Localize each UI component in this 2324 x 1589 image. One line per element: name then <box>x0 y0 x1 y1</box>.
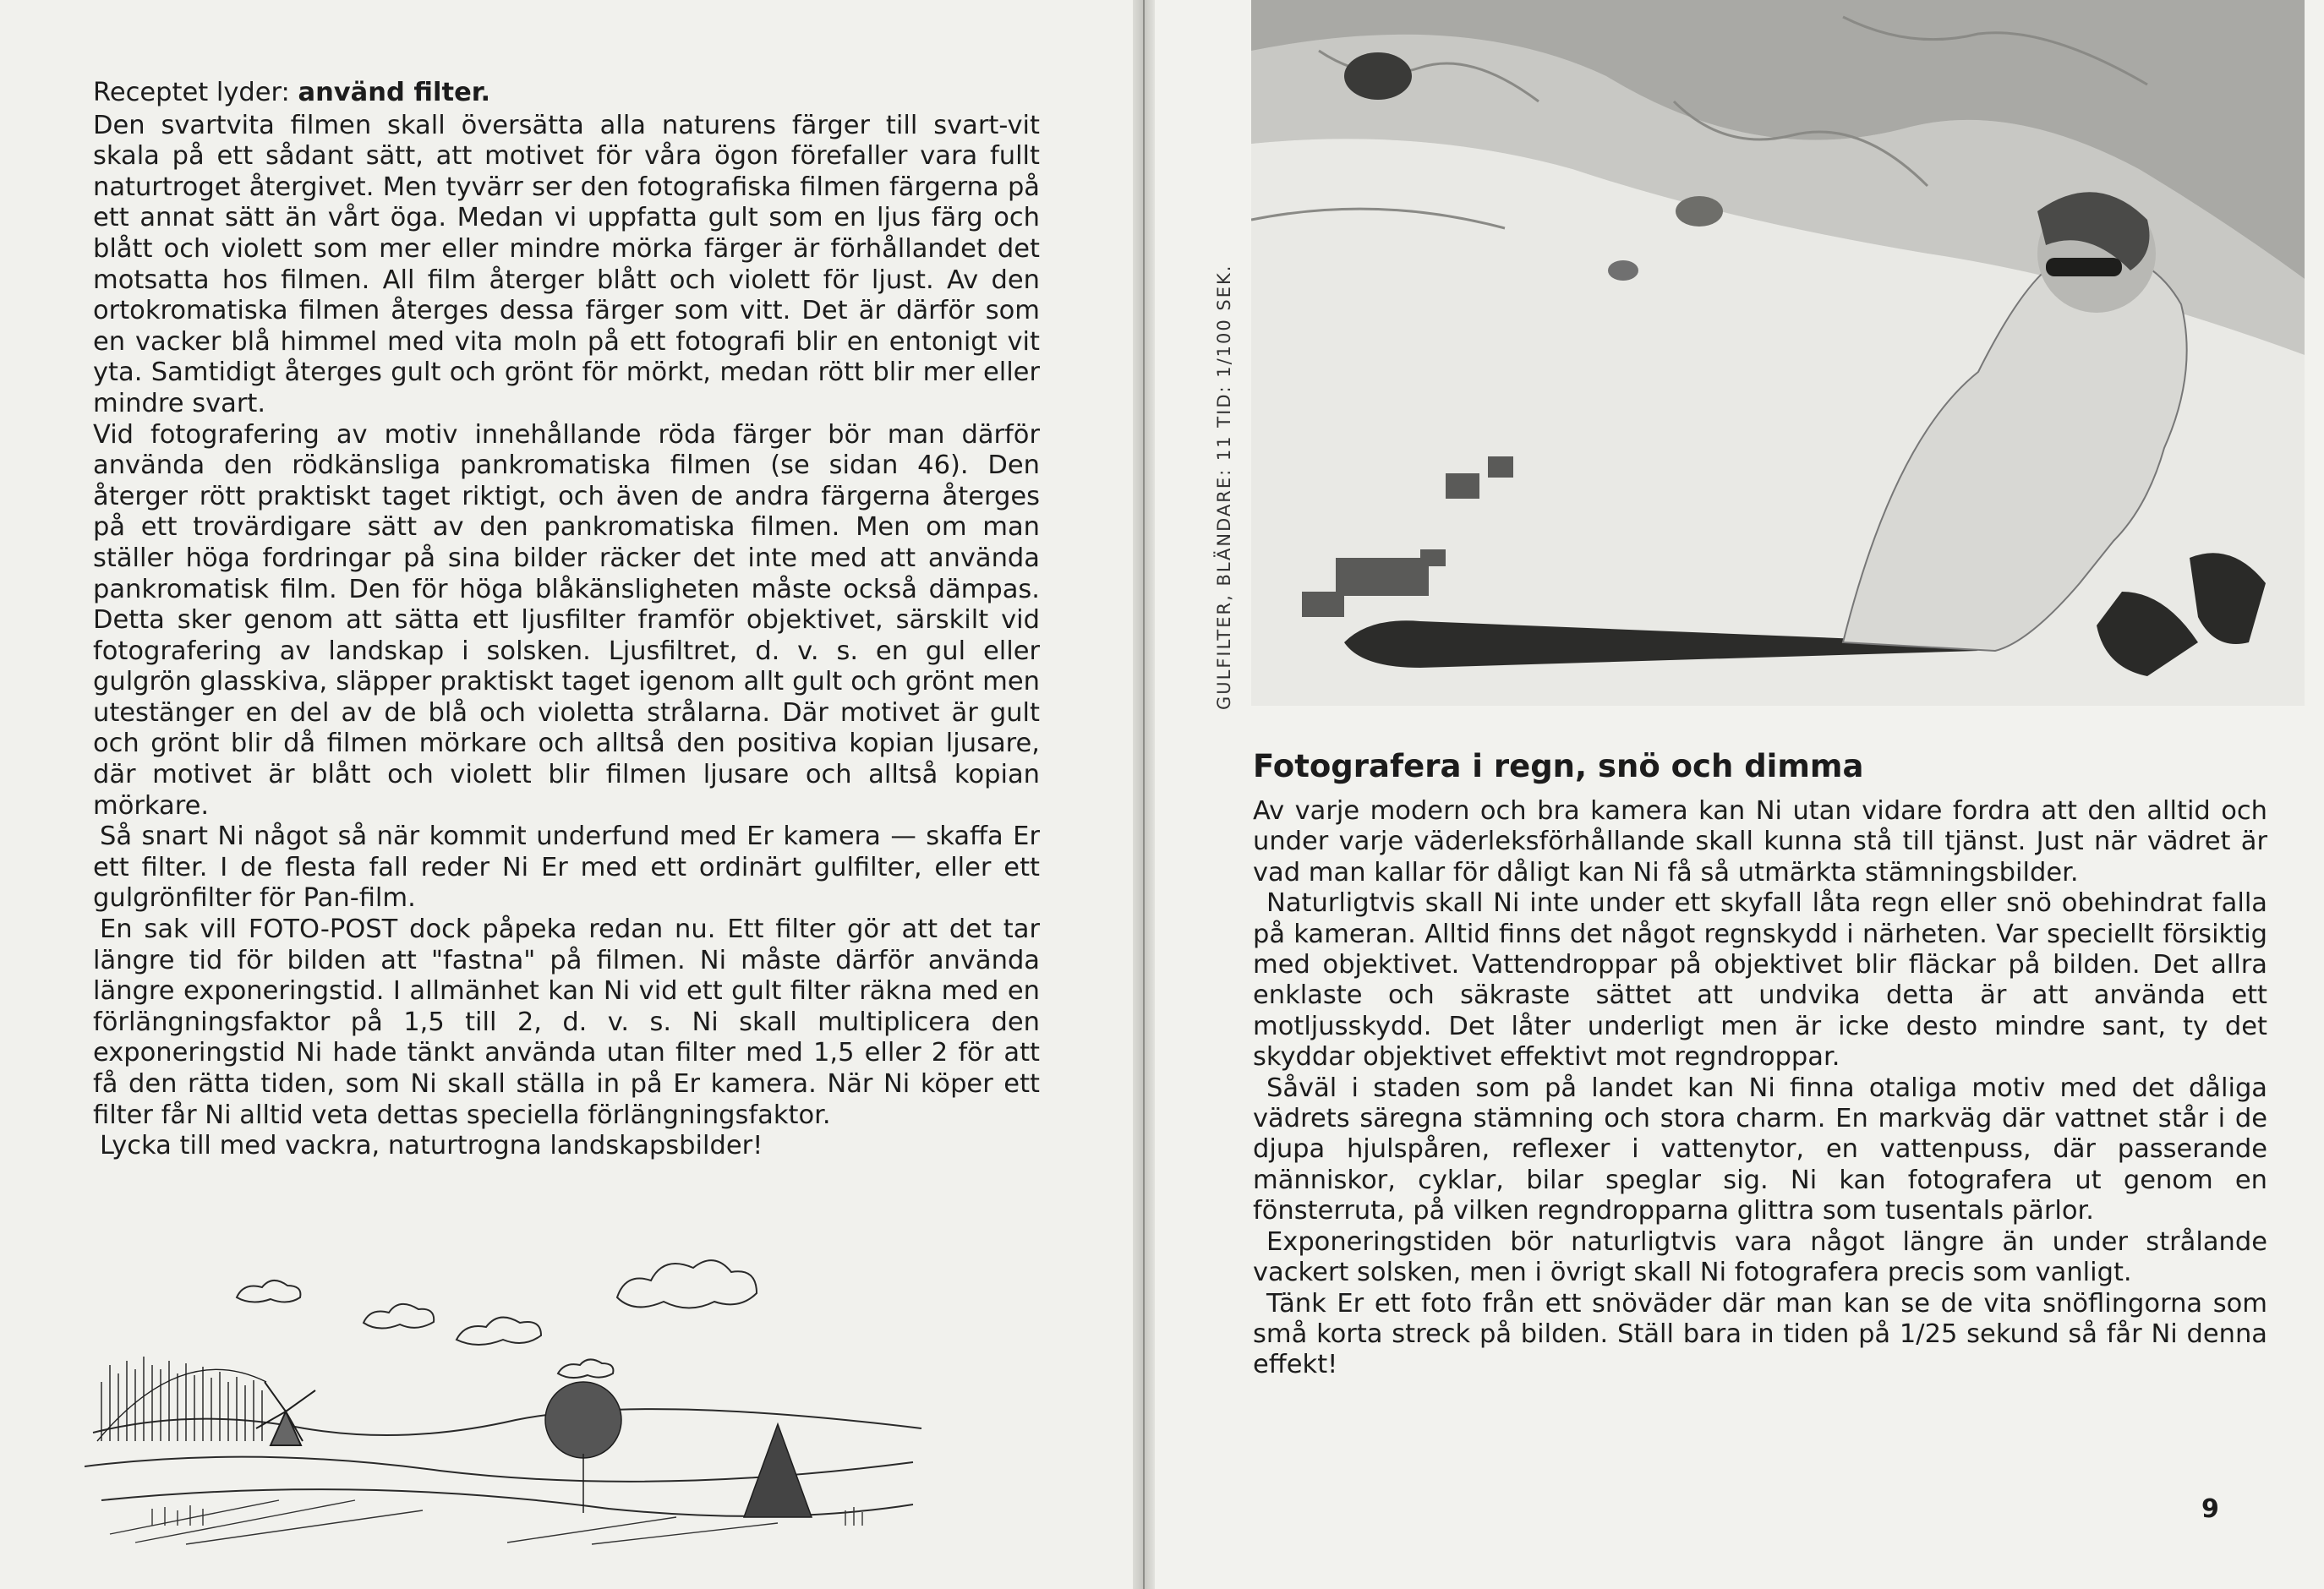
photo-caption: GULFILTER, BLÄNDARE: 11 TID: 1/100 SEK. <box>1214 264 1234 710</box>
paragraph: Så snart Ni något så när kommit underfund med Er kamera — skaffa Er ett filter. I de flesta fall reder Ni Er med ett ordinärt gulfilter, eller ett gulgrönfilter för Pan-film. <box>93 822 1040 914</box>
paragraph: Vid fotografering av motiv innehållande röda färger bör man därför använda den rödkänsliga pankromatiska filmen (se sidan 46). Den återger rött praktiskt taget riktigt, och även de andra färgerna återges på ett trovärdigare sätt av den pankromatiska filmen. Men om man ställer höga fordringar på sina bilder räcker det inte med att använda pankromatisk film. Den för höga blåkänsligheten måste också dämpas. Detta sker genom att sätta ett ljusfilter framför objektivet, särskilt vid fotografering av landskap i solsken. Ljusfiltret, d. v. s. en gul eller gulgrön glasskiva, släpper praktiskt taget igenom allt gult och grönt men utestänger en del av de blå och violetta strålarna. Där motivet är gult och grönt blir då filmen mörkare och alltså den positiva kopian ljusare, där motivet är blått och violett blir filmen ljusare och alltså kopian mörkare. <box>93 419 1040 821</box>
section-title: Fotografera i regn, snö och dimma <box>1253 748 1864 784</box>
intro-emphasis: använd filter. <box>298 78 491 107</box>
skier-photograph <box>1251 0 2305 706</box>
paragraph: Av varje modern och bra kamera kan Ni utan vidare fordra att den alltid och under varje väderleksförhållande skall kunna stå till tjänst. Just när vädret är vad man kallar för dåligt kan Ni få så utmärkta stämningsbilder. <box>1253 796 2267 887</box>
paragraph: Den svartvita filmen skall översätta alla naturens färger till svart-vit skala på ett sådant sätt, att motivet för våra ögon förefaller vara fullt naturtroget återgivet. Men tyvärr ser den fotografiska filmen färgerna på ett annat sätt än vårt öga. Medan vi uppfatta gult som en ljus färg och blått och violett som mer eller mindre mörka färger är förhållandet det motsatta hos filmen. All film återger blått och violett för ljust. Av den ortokromatiska filmen återges dessa färger som vitt. Det är därför som en vacker blå himmel med vita moln på ett fotografi blir en entonigt vit yta. Samtidigt återges gult och grönt för mörkt, medan rött blir mer eller mindre svart. <box>93 110 1040 418</box>
right-body-text <box>1253 796 2267 1381</box>
photo-scene <box>1251 0 2305 706</box>
paragraph: Naturligtvis skall Ni inte under ett skyfall låta regn eller snö obehindrat falla på kameran. Alltid finns det något regnskydd i närheten. Var speciellt försiktig med objektivet. Vattendroppar på objektivet blir fläckar på bilden. Det allra enklaste och säkraste sättet att undvika detta är att använda ett motljusskydd. Det låter underligt men är icke desto mindre sant, ty det skyddar objektivet effektivt mot regndroppar. <box>1253 888 2267 1073</box>
paragraph: Exponeringstiden bör naturligtvis vara något längre än under strålande vackert solsken, men i övrigt skall Ni fotografera precis som vanligt. <box>1253 1226 2267 1288</box>
paragraph: Tänk Er ett foto från ett snöväder där man kan se de vita snöflingorna som små korta streck på bilden. Ställ bara in tiden på 1/25 sekund så får Ni denna effekt! <box>1253 1288 2267 1380</box>
paragraph: Lycka till med vackra, naturtrogna landskapsbilder! <box>100 1131 763 1161</box>
paragraph: Såväl i staden som på landet kan Ni finna otaliga motiv med det dåliga vädrets säregna stämning och stora charm. En markväg där vattnet står i de djupa hjulspåren, reflexer i vattenytor, en vattenpuss, där passerande människor, cyklar, bilar speglar sig. Ni kan fotografera ut genom en fönsterruta, på vilken regndropparna glittra som tusentals pärlor. <box>1253 1073 2267 1226</box>
page-number: 9 <box>2201 1494 2219 1524</box>
left-page <box>0 0 1133 1589</box>
intro-label: Receptet lyder: <box>93 78 290 107</box>
book-gutter <box>1133 0 1155 1589</box>
right-page <box>1155 0 2324 1589</box>
intro-line <box>93 78 1040 109</box>
landscape-sketch-illustration <box>85 1247 930 1547</box>
paragraph: En sak vill FOTO-POST dock påpeka redan nu. Ett filter gör att det tar längre tid för bilden att "fastna" på filmen. Ni måste därför använda längre exponeringstid. I allmänhet kan Ni vid ett gult filter räkna med en förlängningsfaktor på 1,5 till 2, d. v. s. Ni skall multiplicera den exponeringstid Ni hade tänkt använda utan filter med 1,5 eller 2 för att få den rätta tiden, som Ni skall ställa in på Er kamera. När Ni köper ett filter får Ni alltid veta dettas speciella förlängningsfaktor. <box>93 915 1040 1130</box>
left-body-text <box>93 78 1040 1162</box>
